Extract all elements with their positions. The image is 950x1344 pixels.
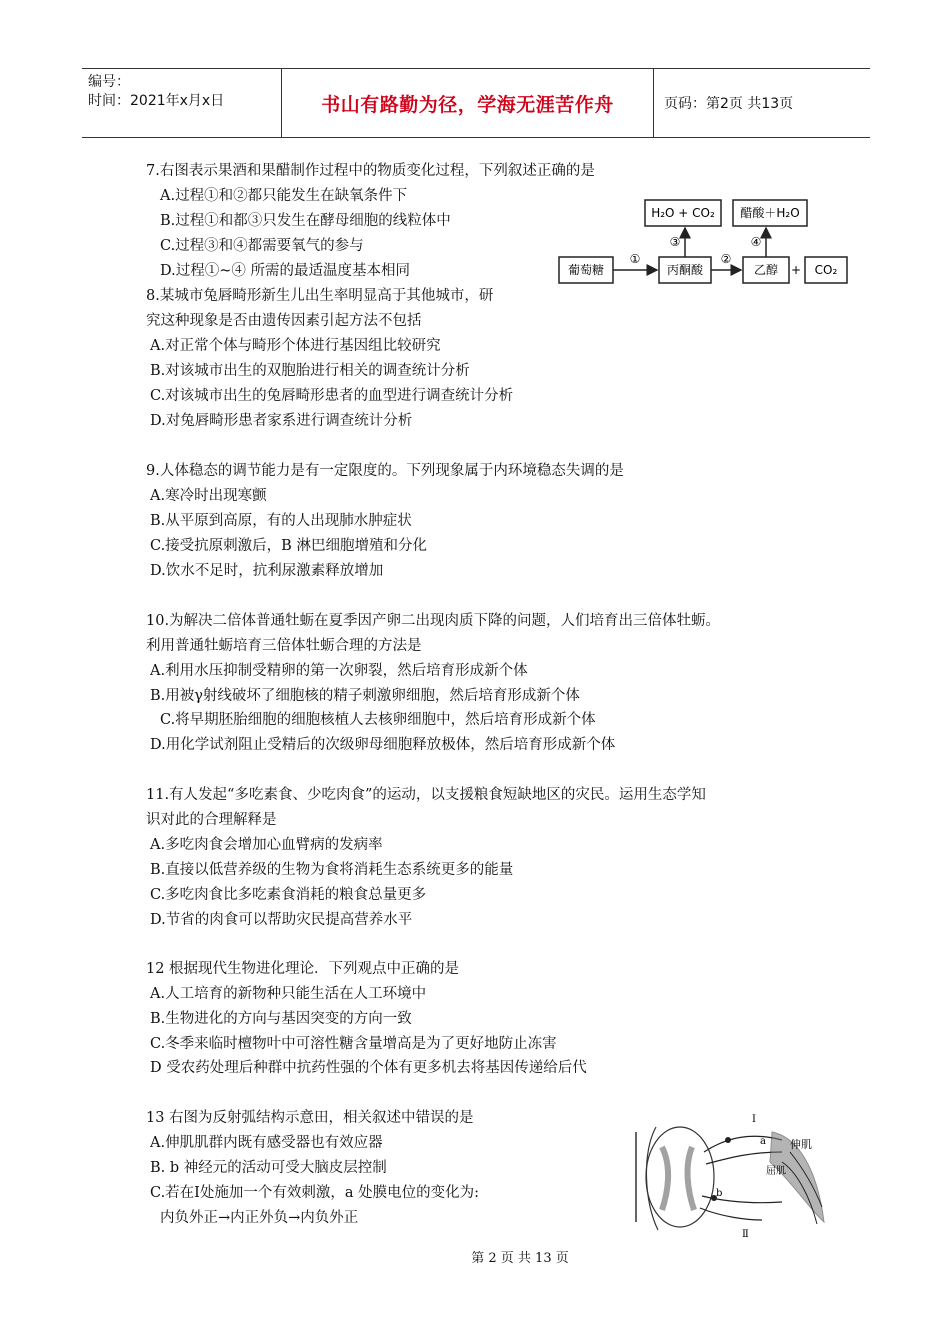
q13-option-a: A.伸肌肌群内既有感受器也有效应器: [150, 1135, 383, 1151]
q7-option-a: A.过程①和②都只能发生在缺氧条件下: [160, 188, 408, 204]
fermentation-pathway-diagram: [555, 195, 855, 290]
plus-sign: +: [790, 263, 802, 277]
page-info: 页码：第2页 共13页: [664, 96, 794, 112]
q7-option-c: C.过程③和④都需要氧气的参与: [160, 238, 364, 254]
box-h2o-co2-label: H₂O + CO₂: [651, 206, 715, 220]
header-page-cell: [654, 69, 870, 137]
label-II: Ⅱ: [742, 1229, 749, 1240]
spinal-cord-section: [646, 1127, 714, 1227]
step2-label: ②: [720, 252, 732, 266]
q10-option-d: D.用化学试剂阻止受精后的次级卵母细胞释放极体，然后培育形成新个体: [150, 737, 616, 753]
box-glucose-label: 葡萄糖: [567, 263, 605, 277]
q7-stem: 7.右图表示果酒和果醋制作过程中的物质变化过程，下列叙述正确的是: [146, 163, 595, 179]
q8-option-b: B.对该城市出生的双胞胎进行相关的调查统计分析: [150, 363, 470, 379]
q13-option-b: B. b 神经元的活动可受大脑皮层控制: [150, 1160, 387, 1176]
number-label: 编号：: [88, 74, 130, 90]
label-a: a: [760, 1136, 766, 1147]
box-ethanol-label: 乙醇: [753, 263, 779, 277]
q11-stem-line2: 识对此的合理解释是: [146, 812, 277, 828]
page-header: [82, 68, 870, 138]
q12-stem: 12 根据现代生物进化理论．下列观点中正确的是: [146, 961, 460, 977]
q9-option-d: D.饮水不足时，抗利尿激素释放增加: [150, 563, 384, 579]
q9-stem: 9.人体稳态的调节能力是有一定限度的。下列现象属于内环境稳态失调的是: [146, 463, 624, 479]
label-flexor: 屈肌: [766, 1166, 786, 1177]
q9-option-a: A.寒冷时出现寒颤: [150, 488, 267, 504]
header-motto-cell: [282, 69, 654, 137]
q8-stem-line2: 究这种现象是否由遗传因素引起方法不包括: [146, 313, 422, 329]
q12-option-d: D 受农药处理后种群中抗药性强的个体有更多机去将基因传递给后代: [150, 1060, 587, 1076]
q13-stem: 13 右图为反射弧结构示意田，相关叙述中错误的是: [146, 1110, 474, 1126]
time-label: 时间：2021年x月x日: [88, 93, 225, 109]
q12-option-c: C.冬季来临时檀物叶中可溶性糖含量增高是为了更好地防止冻害: [150, 1036, 557, 1052]
page-footer: [0, 1247, 950, 1266]
q11-option-a: A.多吃肉食会增加心血臂病的发病率: [150, 837, 383, 853]
q12-option-a: A.人工培育的新物种只能生活在人工环境中: [150, 986, 427, 1002]
motto-text: 书山有路勤为径，学海无涯苦作舟: [321, 93, 614, 116]
box-co2-label: CO₂: [814, 263, 838, 277]
q8-stem-line1: 8.某城市兔唇畸形新生儿出生率明显高于其他城市，研: [146, 288, 494, 304]
reflex-arc-diagram: [632, 1112, 828, 1242]
q13-option-c: C.若在Ⅰ处施加一个有效刺激，a 处膜电位的变化为:: [150, 1185, 480, 1201]
q9-option-b: B.从平原到高原，有的人出现肺水肿症状: [150, 513, 412, 529]
q11-option-b: B.直接以低营养级的生物为食将消耗生态系统更多的能量: [150, 862, 514, 878]
q8-option-c: C.对该城市出生的兔唇畸形患者的血型进行调查统计分析: [150, 388, 514, 404]
step4-label: ④: [750, 235, 762, 249]
q11-option-d: D.节省的肉食可以帮助灾民提高营养水平: [150, 912, 413, 928]
step1-label: ①: [629, 252, 641, 266]
label-extensor: 伸肌: [790, 1138, 812, 1151]
q9-option-c: C.接受抗原刺激后，B 淋巴细胞增殖和分化: [150, 538, 427, 554]
q8-option-d: D.对兔唇畸形患者家系进行调查统计分析: [150, 413, 413, 429]
q10-option-c: C.将早期胚胎细胞的细胞核植人去核卵细胞中，然后培育形成新个体: [160, 712, 596, 728]
q11-stem-line1: 11.有人发起“多吃素食、少吃肉食”的运动，以支援粮食短缺地区的灾民。运用生态学知: [146, 787, 706, 803]
box-pyruvate-label: 丙酮酸: [666, 263, 704, 277]
q13-option-c-continued: 内负外正→内正外负→内负外正: [160, 1210, 359, 1226]
q8-option-a: A.对正常个体与畸形个体进行基因组比较研究: [150, 338, 441, 354]
q10-option-a: A.利用水压抑制受精卵的第一次卵裂，然后培育形成新个体: [150, 663, 528, 679]
q7-option-b: B.过程①和都③只发生在酵母细胞的线粒体中: [160, 213, 451, 229]
q12-option-b: B.生物进化的方向与基因突变的方向一致: [150, 1011, 412, 1027]
q11-option-c: C.多吃肉食比多吃素食消耗的粮食总量更多: [150, 887, 427, 903]
label-I: Ⅰ: [752, 1114, 756, 1125]
box-vinegar-label: 醋酸＋H₂O: [740, 206, 800, 220]
header-meta: [82, 69, 282, 137]
q10-stem-line2: 利用普通牡蛎培育三倍体牡蛎合理的方法是: [146, 638, 422, 654]
step3-label: ③: [669, 235, 681, 249]
q10-stem-line1: 10.为解决二倍体普通牡蛎在夏季因产卵二出现肉质下降的问题，人们培育出三倍体牡蛎。: [146, 613, 721, 629]
footer-page-number: 第 2 页 共 13 页: [471, 1251, 569, 1266]
q7-option-d: D.过程①~④ 所需的最适温度基本相同: [160, 263, 410, 279]
q10-option-b: B.用被γ射线破坏了细胞核的精子刺激卵细胞，然后培育形成新个体: [150, 688, 580, 704]
label-b: b: [716, 1188, 723, 1199]
